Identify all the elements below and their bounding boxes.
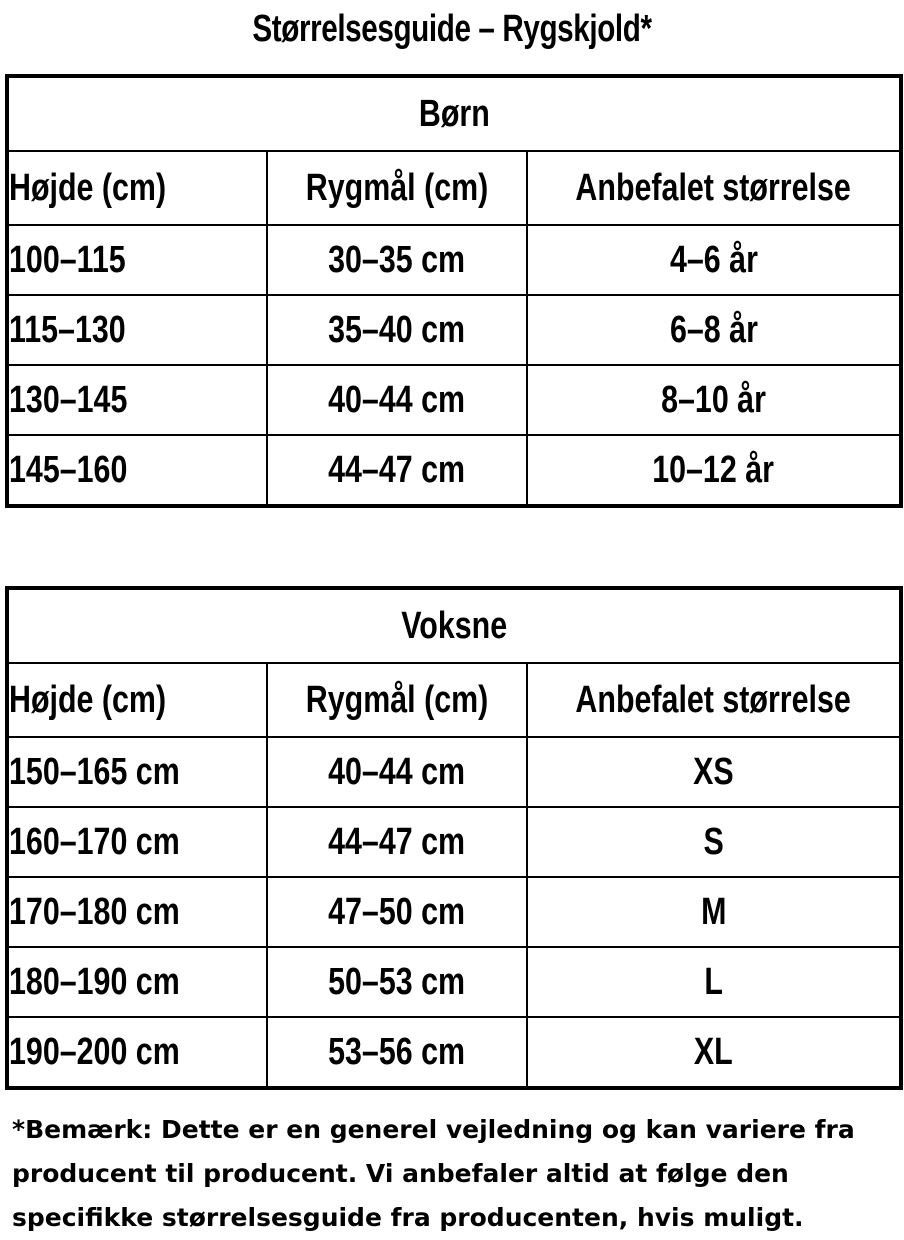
back-length-cell: 35–40 cm: [267, 295, 527, 365]
column-header-back-length: Rygmål (cm): [267, 151, 527, 225]
back-length-cell: 50–53 cm: [267, 947, 527, 1017]
table-row: [7, 947, 901, 1017]
back-length-cell: 30–35 cm: [267, 225, 527, 295]
height-cell: 130–145: [7, 365, 267, 435]
height-cell: 170–180 cm: [7, 877, 267, 947]
height-cell: 150–165 cm: [7, 737, 267, 807]
table-row: [7, 737, 901, 807]
height-cell: 160–170 cm: [7, 807, 267, 877]
back-length-cell: 40–44 cm: [267, 737, 527, 807]
size-cell: 10–12 år: [527, 435, 901, 506]
back-length-cell: 47–50 cm: [267, 877, 527, 947]
size-cell: 6–8 år: [527, 295, 901, 365]
table-header-row: [7, 151, 901, 225]
size-cell: 4–6 år: [527, 225, 901, 295]
table-row: [7, 877, 901, 947]
table-row: [7, 365, 901, 435]
column-header-recommended-size: Anbefalet størrelse: [527, 663, 901, 737]
table-row: [7, 807, 901, 877]
size-cell: XL: [527, 1017, 901, 1088]
section-heading-children: Børn: [7, 76, 901, 151]
back-length-cell: 53–56 cm: [267, 1017, 527, 1088]
column-header-height: Højde (cm): [7, 151, 267, 225]
column-header-height: Højde (cm): [7, 663, 267, 737]
height-cell: 180–190 cm: [7, 947, 267, 1017]
column-header-back-length: Rygmål (cm): [267, 663, 527, 737]
size-table-adults: [5, 586, 903, 1090]
size-cell: M: [527, 877, 901, 947]
back-length-cell: 44–47 cm: [267, 807, 527, 877]
table-row: [7, 1017, 901, 1088]
size-cell: XS: [527, 737, 901, 807]
height-cell: 145–160: [7, 435, 267, 506]
size-table-children: [5, 74, 903, 508]
disclaimer-note: *Bemærk: Dette er en generel vejledning og kan variere fra producent til producent. Vi anbefaler altid at følge den specifikke størrelsesguide fra producenten, hvis muligt.: [12, 1115, 855, 1232]
section-heading-adults: Voksne: [7, 588, 901, 663]
table-row: [7, 295, 901, 365]
size-cell: S: [527, 807, 901, 877]
back-length-cell: 40–44 cm: [267, 365, 527, 435]
table-row: [7, 435, 901, 506]
page-title: Størrelsesguide – Rygskjold*: [252, 8, 652, 50]
table-row: [7, 225, 901, 295]
column-header-recommended-size: Anbefalet størrelse: [527, 151, 901, 225]
table-header-row: [7, 663, 901, 737]
back-length-cell: 44–47 cm: [267, 435, 527, 506]
height-cell: 115–130: [7, 295, 267, 365]
size-cell: L: [527, 947, 901, 1017]
size-cell: 8–10 år: [527, 365, 901, 435]
height-cell: 190–200 cm: [7, 1017, 267, 1088]
height-cell: 100–115: [7, 225, 267, 295]
